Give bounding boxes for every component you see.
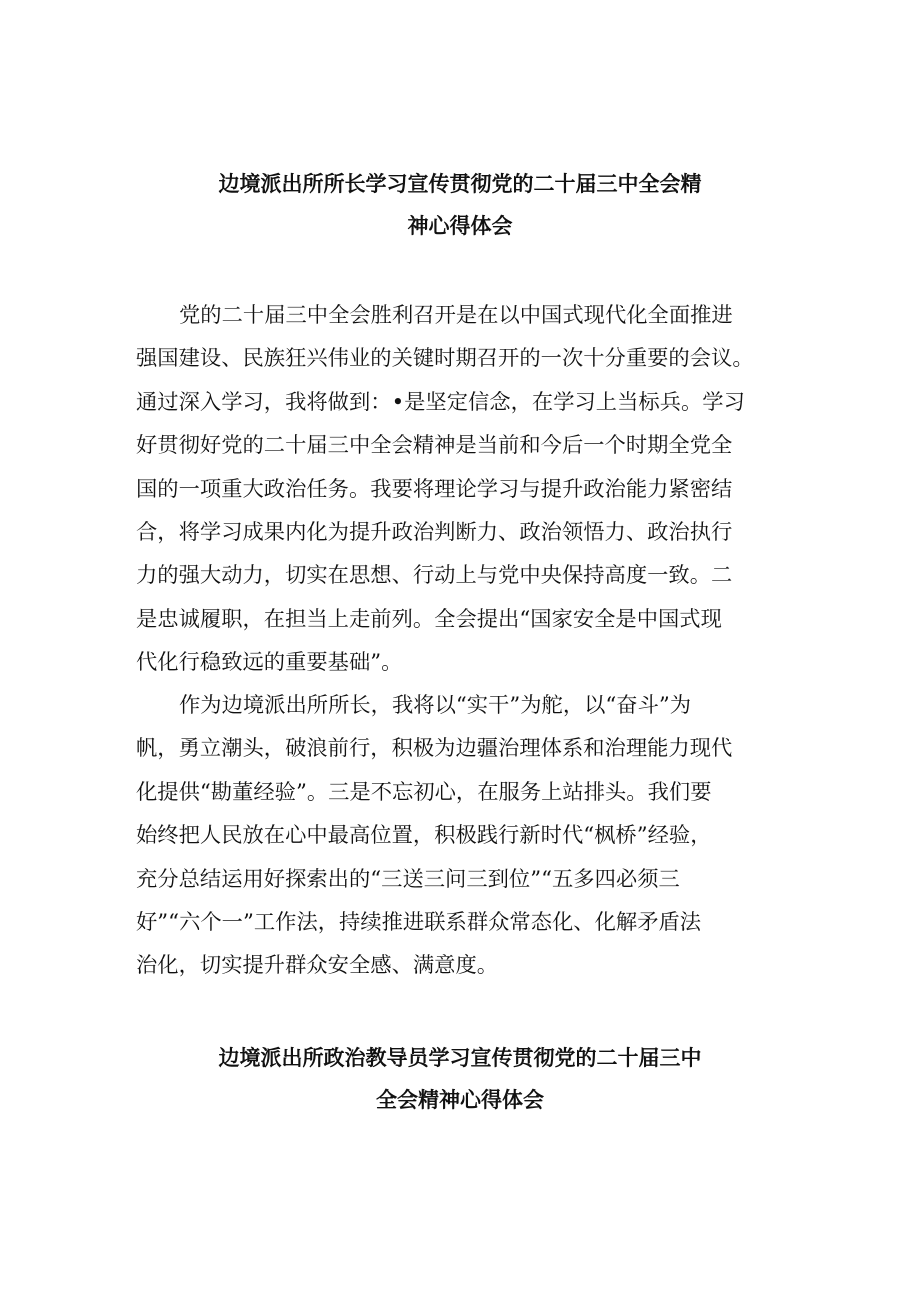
paragraph-line: 通过深入学习，我将做到：•是坚定信念，在学习上当标兵。学习 <box>136 389 745 415</box>
paragraph-line: 强国建设、民族狂兴伟业的关键时期召开的一次十分重要的会议。 <box>136 346 754 372</box>
paragraph-line: 始终把人民放在心中最高位置，积极践行新时代“枫桥”经验， <box>136 823 712 849</box>
paragraph-line: 帆，勇立潮头，破浪前行，积极为边疆治理体系和治理能力现代 <box>136 736 733 762</box>
paragraph-line: 治化，切实提升群众安全感、满意度。 <box>136 953 499 979</box>
title-line: 边境派出所所长学习宣传贯彻党的二十届三中全会精 <box>218 172 702 196</box>
paragraph-line: 化提供“勘董经验”。三是不忘初心，在服务上站排头。我们要 <box>136 779 712 805</box>
article-title-2 <box>0 1037 920 1121</box>
article-title-1 <box>0 163 920 247</box>
paragraph-line: 党的二十届三中全会胜利召开是在以中国式现代化全面推进 <box>179 303 733 328</box>
paragraph-line: 代化行稳致远的重要基础”。 <box>136 650 403 676</box>
title-line: 神心得体会 <box>407 214 513 238</box>
title-line: 全会精神心得体会 <box>376 1088 544 1112</box>
paragraph-line: 力的强大动力，切实在思想、行动上与党中央保持高度一致。二 <box>136 563 733 589</box>
paragraph-line: 好贯彻好党的二十届三中全会精神是当前和今后一个时期全党全 <box>136 433 733 459</box>
paragraph-2 <box>136 684 784 988</box>
paragraph-line: 充分总结运用好探索出的“三送三问三到位”“五多四必须三 <box>136 866 680 892</box>
paragraph-1 <box>136 294 784 685</box>
paragraph-line: 合，将学习成果内化为提升政治判断力、政治领悟力、政治执行 <box>136 520 733 546</box>
paragraph-line: 国的一项重大政治任务。我要将理论学习与提升政治能力紧密结 <box>136 476 733 502</box>
title-line: 边境派出所政治教导员学习宣传贯彻党的二十届三中 <box>218 1046 702 1070</box>
paragraph-line: 好”“六个一”工作法，持续推进联系群众常态化、化解矛盾法 <box>136 910 702 936</box>
paragraph-line: 作为边境派出所所长，我将以“实干”为舵，以“奋斗”为 <box>179 693 692 718</box>
paragraph-line: 是忠诚履职，在担当上走前列。全会提出“国家安全是中国式现 <box>136 606 722 632</box>
